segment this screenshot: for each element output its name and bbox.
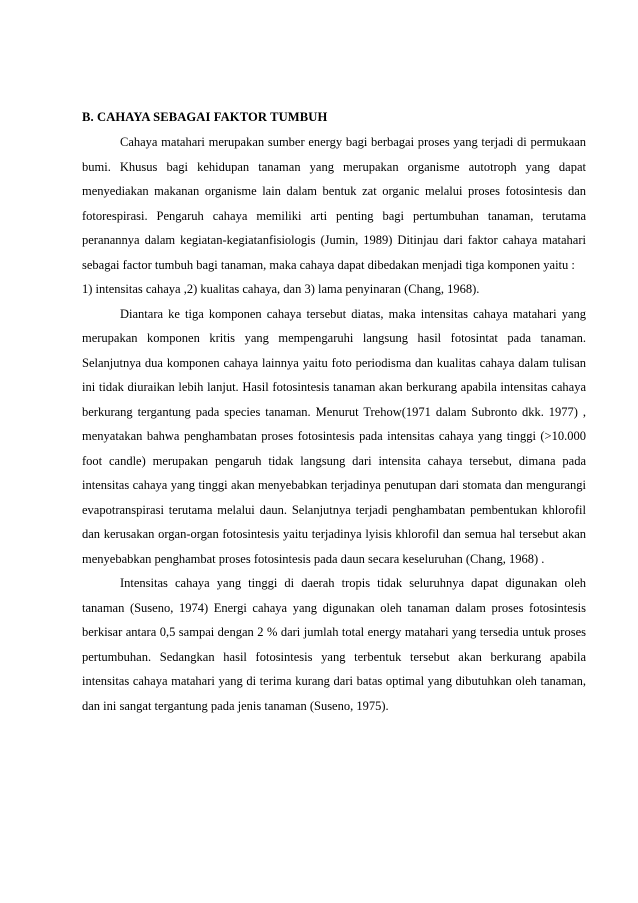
paragraph-intensitas-cahaya: Diantara ke tiga komponen cahaya tersebut diatas, maka intensitas cahaya matahari yang merupakan komponen kritis yang mempengaruhi langsung hasil fotosintat pada tanaman. Selanjutnya dua komponen cahaya lainnya yaitu foto periodisma dan kualitas cahaya dalam tulisan ini tidak diuraikan lebih lanjut. Hasil fotosintesis tanaman akan berkurang apabila intensitas cahaya berkurang tergantung pada species tanaman. Menurut Trehow(1971 dalam Subronto dkk. 1977) , menyatakan bahwa penghambatan proses fotosintesis pada intensitas cahaya yang tinggi (>10.000 foot candle) merupakan pengaruh tidak langsung dari intensita cahaya tersebut, dimana pada intensitas cahaya yang tinggi akan menyebabkan terjadinya penutupan dari stomata dan mengurangi evapotranspirasi terutama melalui daun. Selanjutnya terjadi penghambatan pembentukan khlorofil dan kerusakan organ-organ fotosintesis yaitu terjadinya lyisis khlorofil dan semua hal tersebut akan menyebabkan penghambat proses fotosintesis pada daun secara keseluruhan (Chang, 1968) .: [82, 306, 586, 566]
paragraph-komponen-list: 1) intensitas cahaya ,2) kualitas cahaya, dan 3) lama penyinaran (Chang, 1968).: [82, 282, 480, 296]
paragraph-daerah-tropis: Intensitas cahaya yang tinggi di daerah tropis tidak seluruhnya dapat digunakan oleh tanaman (Suseno, 1974) Energi cahaya yang digunakan oleh tanaman dalam proses fotosintesis berkisar antara 0,5 sampai dengan 2 % dari jumlah total energy matahari yang tersedia untuk proses pertumbuhan. Sedangkan hasil fotosintesis yang terbentuk tersebut akan berkurang apabila intensitas cahaya matahari yang di terima kurang dari batas optimal yang dibutuhkan oleh tanaman, dan ini sangat tergantung pada jenis tanaman (Suseno, 1975).: [82, 576, 586, 713]
paragraph-cahaya-matahari: Cahaya matahari merupakan sumber energy bagi berbagai proses yang terjadi di permukaan bumi. Khusus bagi kehidupan tanaman yang merupakan organisme autotroph yang dapat menyediakan makanan organisme lain dalam bentuk zat organic melalui proses fotosintesis dan fotorespirasi. Pengaruh cahaya memiliki arti penting bagi pertumbuhan tanaman, terutama peranannya dalam kegiatan-kegiatanfisiologis (Jumin, 1989) Ditinjau dari faktor cahaya matahari sebagai factor tumbuh bagi tanaman, maka cahaya dapat dibedakan menjadi tiga komponen yaitu :: [82, 135, 586, 272]
document-body: [82, 106, 586, 718]
section-heading: B. CAHAYA SEBAGAI FAKTOR TUMBUH: [82, 110, 328, 124]
